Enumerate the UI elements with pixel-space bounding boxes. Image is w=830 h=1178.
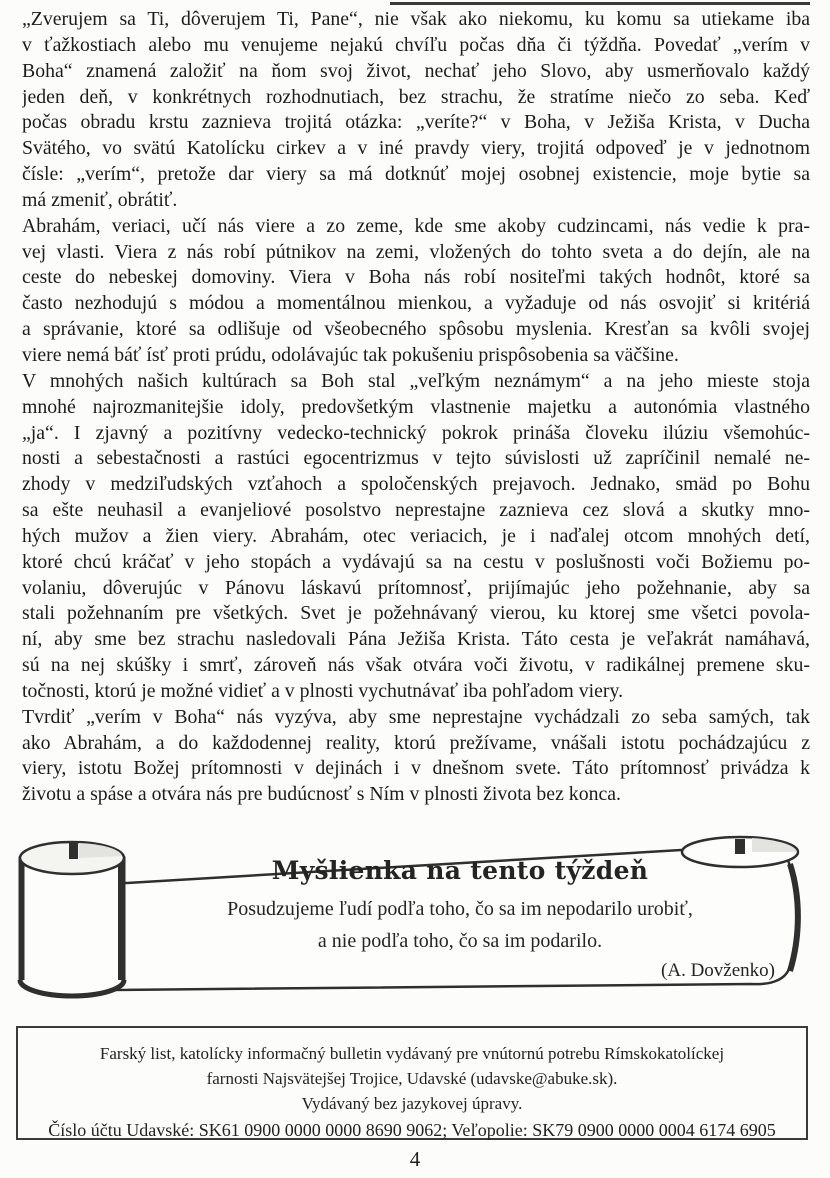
bank-account-line: Číslo účtu Udavské: SK61 0900 0000 0000 8690 9062; Veľopolie: SK79 0900 0000 0004 6174 6905 <box>48 1120 776 1140</box>
text-line: čísle: „verím“, pretože dar viery sa má dotknúť mojej osobnej existencie, moje bytie sa <box>22 163 810 186</box>
paragraph <box>22 369 810 705</box>
text-line: „Zverujem sa Ti, dôverujem Ti, Pane“, nie však ako niekomu, ku komu sa utiekame iba <box>22 8 810 30</box>
text-line: počas obradu krstu zaznieva trojitá otázka: „veríte?“ v Boha, v Ježiša Krista, v Ducha <box>22 111 810 134</box>
text-line: ako Abrahám, a do každodennej reality, ktorú prežívame, vnášali istotu pochádzajúcu z <box>22 731 810 754</box>
text-line: často nezhodujú s módou a momentálnou mienkou, a vyžaduje od nás osvojiť si kritériá <box>22 292 810 315</box>
article-text <box>22 7 810 808</box>
bulletin-info-line: farnosti Najsvätejšej Trojice, Udavské (udavske@abuke.sk). <box>206 1069 618 1088</box>
paragraph <box>22 214 810 369</box>
thought-quote-line-1: Posudzujeme ľudí podľa toho, čo sa im nepodarilo urobiť, <box>227 898 693 920</box>
text-line: Svätého, vo svätú Katolícku cirkev a v iné pravdy viery, trojitá odpoveď je v jednotnom <box>22 137 810 160</box>
bulletin-info-box <box>16 1026 808 1140</box>
text-line: ktoré chcú kráčať v jeho stopách a vydávajú sa na cestu v poslušnosti voči Božiemu po- <box>22 550 810 573</box>
paragraph <box>22 7 810 214</box>
text-line: nosti a sebestačnosti a rastúci egocentrizmus v tejto súvislosti už zapríčinil nemalé ne- <box>22 447 810 470</box>
text-line: v ťažkostiach alebo mu venujeme nejakú chvíľu počas dňa či týždňa. Povedať „verím v <box>22 33 810 56</box>
text-line: životu a spáse a otvára nás pre budúcnosť s Ním v plnosti života bez konca. <box>22 783 621 806</box>
bulletin-info-line: Farský list, katolícky informačný bulletin vydávaný pre vnútornú potrebu Rímskokatolíckej <box>99 1044 725 1063</box>
bulletin-info-line: Vydávaný bez jazykovej úpravy. <box>301 1094 523 1113</box>
text-line: jeden deň, v konkrétnych rozhodnutiach, bez strachu, že stratíme niečo zo seba. Keď <box>22 85 810 108</box>
text-line: V mnohých našich kultúrach sa Boh stal „veľkým neznámym“ a na jeho mieste stoja <box>22 369 810 392</box>
text-line: volaniu, dôverujúc v Pánovu láskavú prítomnosť, prijímajúc jeho požehnanie, aby sa <box>22 576 810 599</box>
page-number: 4 <box>409 1147 421 1171</box>
text-line: Boha“ znamená založiť na ňom svoj život, nechať jeho Slovo, aby usmerňovalo každý <box>22 59 810 82</box>
text-line: Tvrdiť „verím v Boha“ nás vyzýva, aby sme neprestajne vychádzali zo seba samých, tak <box>22 705 810 728</box>
text-line: ceste do nebeskej domoviny. Viera v Boha nás robí nositeľmi takých hodnôt, ktoré sa <box>22 266 810 289</box>
text-line: má zmeniť, obrátiť. <box>22 188 178 211</box>
thought-quote-line-2: a nie podľa toho, čo sa im podarilo. <box>317 930 603 952</box>
text-line: mnohé najrozmanitejšie idoly, predovšetkým vlastnenie majetku a autonómia vlastného <box>22 395 810 418</box>
text-line: ní, aby sme bez strachu nasledovali Pána Ježiša Krista. Táto cesta je veľakrát namáhavá, <box>22 628 810 651</box>
text-line: a správanie, ktoré sa odlišuje od všeobecného spôsobu myslenia. Kresťan sa kvôli svojej <box>22 318 810 341</box>
text-line: hých mužov a žien viery. Abrahám, otec veriacich, je i naďalej otcom mnohých detí, <box>22 524 810 547</box>
thought-attribution: (A. Dovženko) <box>661 960 775 981</box>
text-line: sú na nej skúšky i smrť, zároveň nás však otvára voči životu, v radikálnej premene sku- <box>22 654 810 677</box>
text-line: „ja“. I zjavný a pozitívny vedecko-technický pokrok prináša človeku ilúziu všemohúc- <box>22 421 810 444</box>
scan-artifact-line <box>390 2 810 5</box>
thought-scroll-banner <box>10 822 822 1014</box>
text-line: točnosti, ktorú je možné vidieť a v plnosti vychutnávať iba pohľadom viery. <box>22 679 624 702</box>
text-line: vej vlasti. Viera z nás robí pútnikov na zemi, vložených do tohto sveta a do dejín, ale na <box>22 240 810 263</box>
text-line: zhody v medziľudských vzťahoch a spoločenských prejavoch. Jednako, smäd po Bohu <box>22 473 810 496</box>
text-line: sa ešte neuhasil a evanjeliové posolstvo neprestajne zaznieva cez slová a skutky mno- <box>22 499 810 522</box>
thought-title: Myšlienka na tento týždeň <box>271 856 649 885</box>
text-line: viere nemá báť ísť proti prúdu, odolávajúc tak pokušeniu prispôsobenia sa väčšine. <box>22 343 679 366</box>
text-line: viery, istotu Božej prítomnosti v dejinách i v dnešnom svete. Táto prítomnosť privádza k <box>22 757 810 780</box>
text-line: stali požehnaním pre všetkých. Svet je požehnávaný vierou, ku ktorej sme všetci povola- <box>22 602 810 625</box>
bulletin-info-lines <box>18 1028 806 1116</box>
text-line: Abrahám, veriaci, učí nás viere a zo zeme, kde sme akoby cudzincami, nás vedie k pra- <box>22 214 810 237</box>
paragraph <box>22 705 810 808</box>
